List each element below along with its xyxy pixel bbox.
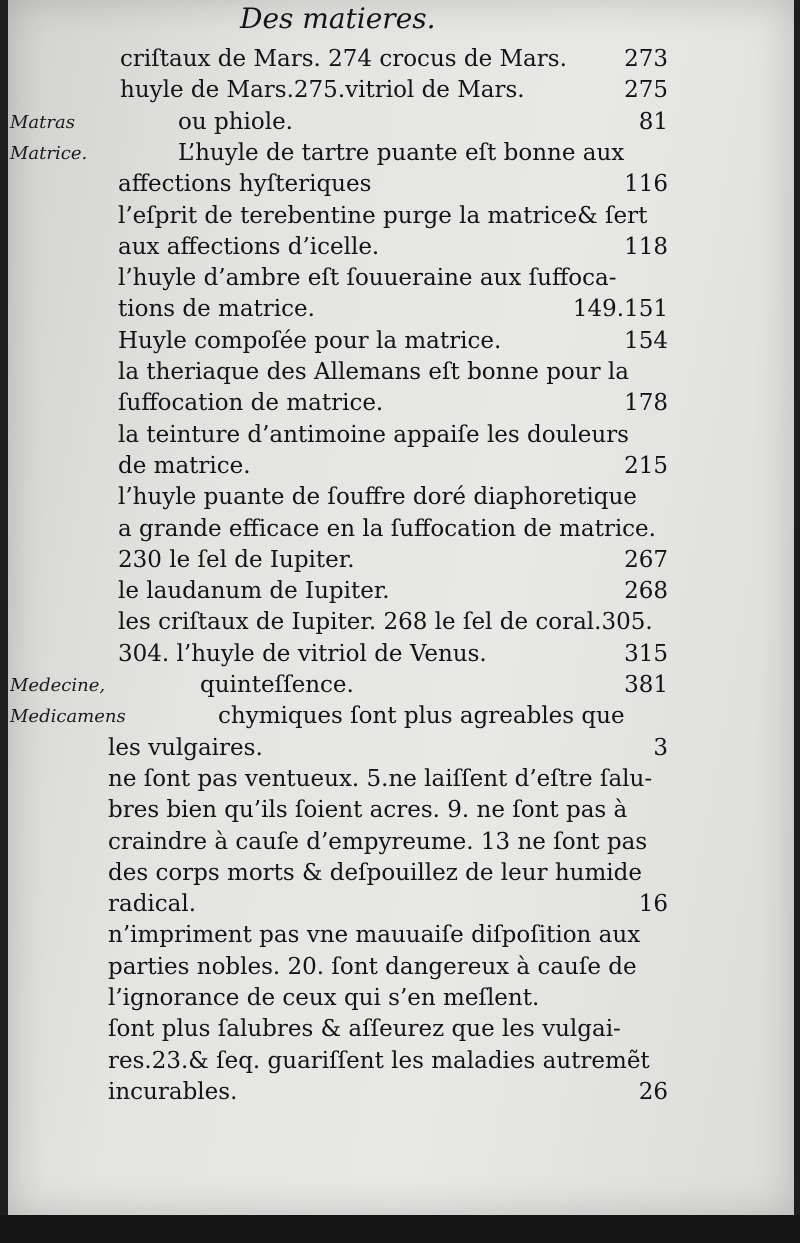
- index-line: [8, 576, 794, 607]
- entry-text: affections hyſteriques: [118, 171, 372, 197]
- page-reference: 268: [624, 578, 668, 604]
- index-line: [8, 920, 794, 951]
- entry-text: les vulgaires.: [108, 735, 263, 761]
- margin-keyword: Medicamens: [10, 706, 126, 727]
- index-line: [8, 545, 794, 576]
- entry-text: la theriaque des Allemans eſt bonne pour la: [118, 359, 629, 385]
- entry-text: ſont plus ſalubres & aſſeurez que les vulgai-: [108, 1016, 621, 1042]
- running-header: Des matieres.: [240, 2, 436, 35]
- margin-keyword: Medecine,: [10, 675, 106, 696]
- index-line: [8, 827, 794, 858]
- index-line: [8, 983, 794, 1014]
- index-line: [8, 1077, 794, 1108]
- index-line: [8, 670, 794, 701]
- page-reference: 267: [624, 547, 668, 573]
- book-page: [8, 0, 794, 1215]
- entry-text: parties nobles. 20. ſont dangereux à cauſe de: [108, 954, 637, 980]
- index-line: [8, 1014, 794, 1045]
- entry-text: tions de matrice.: [118, 296, 315, 322]
- index-line: [8, 326, 794, 357]
- entry-text: huyle de Mars.275.vitriol de Mars.: [120, 77, 525, 103]
- page-reference: 26: [638, 1079, 668, 1105]
- entry-text: 230 le ſel de Iupiter.: [118, 547, 355, 573]
- index-line: [8, 169, 794, 200]
- entry-text: ſuffocation de matrice.: [118, 390, 384, 416]
- entry-text: criſtaux de Mars. 274 crocus de Mars.: [120, 46, 567, 72]
- entry-text: les criſtaux de Iupiter. 268 le ſel de coral.305.: [118, 609, 653, 635]
- entry-text: chymiques ſont plus agreables que: [218, 703, 625, 729]
- scan-edge-shadow: [0, 1215, 800, 1243]
- entry-text: radical.: [108, 891, 197, 917]
- index-line: [8, 294, 794, 325]
- index-line: [8, 420, 794, 451]
- index-line: [8, 201, 794, 232]
- index-line: [8, 138, 794, 169]
- entry-text: res.23.& ſeq. guariſſent les maladies autremẽt: [108, 1048, 650, 1074]
- entry-text: ne ſont pas ventueux. 5.ne laiſſent d’eſtre ſalu-: [108, 766, 653, 792]
- entry-text: la teinture d’antimoine appaiſe les douleurs: [118, 422, 629, 448]
- page-reference: 154: [624, 328, 668, 354]
- page-reference: 381: [624, 672, 668, 698]
- entry-text: l’huyle d’ambre eſt ſouueraine aux ſuffoca-: [118, 265, 617, 291]
- index-line: [8, 451, 794, 482]
- entry-text: craindre à cauſe d’empyreume. 13 ne ſont pas: [108, 829, 648, 855]
- entry-text: n’impriment pas vne mauuaiſe diſpoſition aux: [108, 922, 641, 948]
- entry-text: des corps morts & deſpouillez de leur humide: [108, 860, 642, 886]
- index-line: [8, 75, 794, 106]
- index-line: [8, 889, 794, 920]
- entry-text: le laudanum de Iupiter.: [118, 578, 390, 604]
- entry-text: a grande efficace en la ſuffocation de matrice.: [118, 516, 656, 542]
- index-line: [8, 952, 794, 983]
- entry-text: ou phiole.: [178, 109, 293, 135]
- page-reference: 178: [624, 390, 668, 416]
- page-reference: 273: [624, 46, 668, 72]
- entry-text: aux affections d’icelle.: [118, 234, 380, 260]
- page-reference: 16: [638, 891, 668, 917]
- entry-text: l’eſprit de terebentine purge la matrice& ſert: [118, 203, 648, 229]
- index-line: [8, 514, 794, 545]
- margin-keyword: Matras: [10, 112, 75, 133]
- index-line: [8, 733, 794, 764]
- entry-text: bres bien qu’ils ſoient acres. 9. ne ſont pas à: [108, 797, 628, 823]
- index-line: [8, 607, 794, 638]
- index-line: [8, 107, 794, 138]
- entry-text: de matrice.: [118, 453, 251, 479]
- entry-text: l’ignorance de ceux qui s’en meſlent.: [108, 985, 540, 1011]
- entry-text: incurables.: [108, 1079, 238, 1105]
- entry-text: L’huyle de tartre puante eſt bonne aux: [178, 140, 625, 166]
- index-line: [8, 44, 794, 75]
- index-line: [8, 858, 794, 889]
- entry-text: l’huyle puante de ſouffre doré diaphoretique: [118, 484, 637, 510]
- page-reference: 275: [624, 77, 668, 103]
- index-line: [8, 482, 794, 513]
- index-line: [8, 263, 794, 294]
- page-reference: 149.151: [572, 296, 668, 322]
- margin-keyword: Matrice.: [10, 143, 88, 164]
- entry-text: quinteſſence.: [200, 672, 354, 698]
- index-line: [8, 701, 794, 732]
- index-line: [8, 639, 794, 670]
- page-reference: 118: [624, 234, 668, 260]
- index-line: [8, 795, 794, 826]
- page-reference: 116: [624, 171, 668, 197]
- index-line: [8, 388, 794, 419]
- page-reference: 215: [624, 453, 668, 479]
- index-line: [8, 232, 794, 263]
- index-line: [8, 764, 794, 795]
- page-reference: 81: [638, 109, 668, 135]
- entry-text: Huyle compoſée pour la matrice.: [118, 328, 502, 354]
- index-line: [8, 1046, 794, 1077]
- page-reference: 3: [653, 735, 668, 761]
- entry-text: 304. l’huyle de vitriol de Venus.: [118, 641, 487, 667]
- page-reference: 315: [624, 641, 668, 667]
- index-line: [8, 357, 794, 388]
